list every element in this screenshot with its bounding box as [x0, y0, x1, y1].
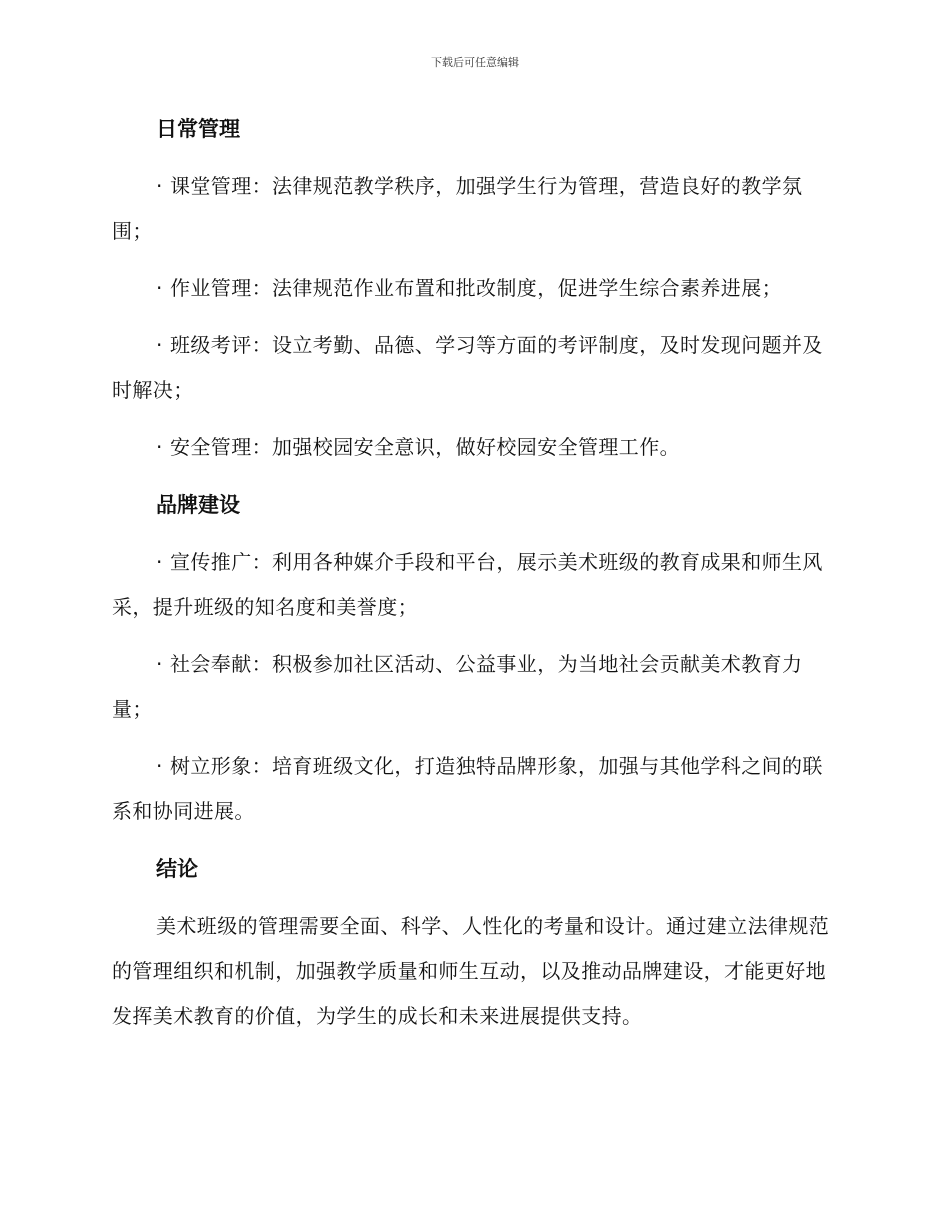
list-item [112, 425, 832, 470]
section-heading-conclusion: 结论 [156, 857, 198, 881]
document-body [112, 106, 832, 1051]
list-item [112, 642, 832, 732]
list-item-text: 树立形象：培育班级文化，打造独特品牌形象，加强与其他学科之间的联系和协同进展。 [112, 754, 823, 823]
bullet-icon: · [156, 435, 163, 459]
bullet-icon: · [156, 550, 163, 574]
bullet-icon: · [156, 754, 163, 778]
list-item [112, 744, 832, 834]
page-header: 下载后可任意编辑 [431, 56, 519, 69]
list-item-text: 作业管理：法律规范作业布置和批改制度，促进学生综合素养进展； [170, 276, 782, 300]
bullet-icon: · [156, 174, 163, 198]
list-item [112, 266, 832, 311]
bullet-icon: · [156, 333, 163, 357]
list-item [112, 540, 832, 630]
list-item-text: 宣传推广：利用各种媒介手段和平台，展示美术班级的教育成果和师生风采，提升班级的知名度和美誉度； [112, 550, 823, 619]
section-heading-daily-management: 日常管理 [156, 117, 240, 141]
list-item-text: 安全管理：加强校园安全意识，做好校园安全管理工作。 [170, 435, 680, 459]
list-item [112, 164, 832, 254]
list-item [112, 323, 832, 413]
bullet-icon: · [156, 276, 163, 300]
conclusion-paragraph: 美术班级的管理需要全面、科学、人性化的考量和设计。通过建立法律规范的管理组织和机制，加强教学质量和师生互动，以及推动品牌建设，才能更好地发挥美术教育的价值，为学生的成长和未来进展提供支持。 [112, 914, 830, 1028]
list-item-text: 班级考评：设立考勤、品德、学习等方面的考评制度，及时发现问题并及时解决； [112, 333, 823, 402]
bullet-icon: · [156, 652, 163, 676]
section-heading-brand-building: 品牌建设 [156, 493, 240, 517]
list-item-text: 社会奉献：积极参加社区活动、公益事业，为当地社会贡献美术教育力量； [112, 652, 803, 721]
list-item-text: 课堂管理：法律规范教学秩序，加强学生行为管理，营造良好的教学氛围； [112, 174, 803, 243]
